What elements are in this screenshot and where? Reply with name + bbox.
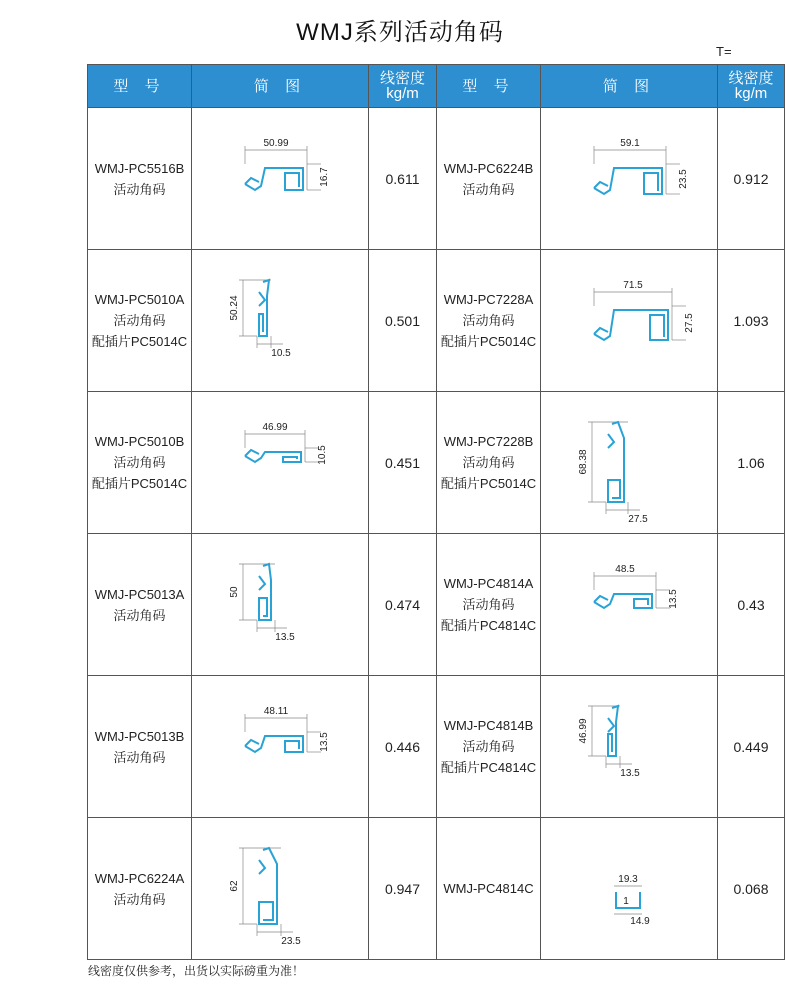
dimension-label: 10.5: [271, 347, 291, 359]
model-text-line: 配插片PC5014C: [91, 476, 188, 491]
drawing-cell: [541, 818, 718, 960]
profile-drawing: [544, 692, 714, 802]
dimension-label: 71.5: [623, 279, 643, 291]
table-row: [88, 534, 785, 676]
model-text-line: WMJ-PC5010A: [94, 292, 185, 307]
footnote: 线密度仅供参考，出货以实际磅重为准！: [88, 964, 305, 978]
dimension-label: 19.3: [618, 873, 638, 885]
dimension-label: 13.5: [620, 767, 640, 779]
thickness-mark: T=: [716, 44, 732, 59]
profile-drawing: [195, 408, 365, 518]
dimension-label: 23.5: [281, 935, 301, 947]
drawing-cell: [192, 818, 369, 960]
model-cell: [437, 818, 541, 960]
dimension-label: 16.7: [319, 166, 330, 187]
dimension-label: 50: [229, 585, 240, 598]
model-text-line: WMJ-PC5516B: [94, 160, 185, 176]
model-cell: [437, 392, 541, 534]
model-text-line: 活动角码: [462, 313, 515, 328]
table-row: [88, 818, 785, 960]
dimension-label: 27.5: [684, 312, 695, 333]
model-text-line: 活动角码: [113, 181, 166, 197]
table-row: [88, 108, 785, 250]
profile-drawing: [195, 834, 365, 947]
drawing-cell: [541, 534, 718, 676]
model-text-line: 配插片PC4814C: [440, 618, 537, 633]
drawing-cell: [192, 534, 369, 676]
model-text-line: WMJ-PC4814B: [443, 718, 534, 733]
profile-drawing: [544, 408, 714, 525]
profile-drawing: [544, 550, 714, 660]
profile-drawing: [544, 266, 714, 376]
model-text-line: 活动角码: [113, 455, 166, 470]
density-value: 0.611: [369, 108, 437, 250]
model-text-line: WMJ-PC7228A: [443, 292, 534, 307]
dimension-label: 27.5: [628, 513, 648, 525]
drawing-cell: [192, 108, 369, 250]
dimension-label: 13.5: [275, 631, 295, 643]
density-value: 0.446: [369, 676, 437, 818]
header-density: 线密度 kg/m: [369, 65, 437, 108]
model-text-line: 活动角码: [462, 181, 515, 197]
model-cell: [437, 250, 541, 392]
header-drawing: 简 图: [192, 65, 369, 108]
model-text-line: WMJ-PC6224B: [443, 160, 534, 176]
model-cell: [88, 250, 192, 392]
model-text-line: WMJ-PC6224A: [94, 870, 185, 886]
model-cell: [437, 534, 541, 676]
profile-drawing: [544, 124, 714, 234]
model-text-line: 活动角码: [113, 749, 166, 765]
density-value: 0.449: [718, 676, 785, 818]
dimension-label: 48.11: [263, 705, 289, 717]
model-text-line: 活动角码: [462, 455, 515, 470]
page-title: WMJ系列活动角码: [296, 19, 504, 46]
model-cell: [88, 818, 192, 960]
table-row: [88, 392, 785, 534]
profile-drawing: [195, 692, 365, 802]
model-text-line: 活动角码: [113, 313, 166, 328]
dimension-label: 13.5: [319, 731, 330, 752]
model-text-line: WMJ-PC5013B: [94, 728, 185, 744]
model-text-line: 配插片PC4814C: [440, 760, 537, 775]
drawing-cell: [192, 392, 369, 534]
dimension-label: 14.9: [630, 915, 650, 927]
table-row: [88, 676, 785, 818]
dimension-label: 68.38: [578, 448, 589, 475]
dimension-label: 62: [229, 879, 240, 892]
header-model: 型 号: [437, 65, 541, 108]
table-row: [88, 250, 785, 392]
profile-drawing: [195, 550, 365, 660]
model-cell: [88, 676, 192, 818]
model-text-line: 活动角码: [113, 607, 166, 623]
density-value: 0.451: [369, 392, 437, 534]
dimension-label: 46.99: [578, 717, 589, 744]
model-cell: [88, 108, 192, 250]
density-value: 0.912: [718, 108, 785, 250]
header-model: 型 号: [88, 65, 192, 108]
model-cell: [88, 392, 192, 534]
drawing-cell: [541, 392, 718, 534]
model-text-line: 配插片PC5014C: [440, 476, 537, 491]
drawing-cell: [541, 108, 718, 250]
model-cell: [88, 534, 192, 676]
dimension-label: 23.5: [678, 168, 689, 189]
header-drawing: 简 图: [541, 65, 718, 108]
model-text-line: 活动角码: [462, 597, 515, 612]
density-value: 1.093: [718, 250, 785, 392]
dimension-label: 48.5: [615, 563, 635, 575]
drawing-cell: [541, 676, 718, 818]
dimension-label: 59.1: [620, 137, 640, 149]
density-value: 0.947: [369, 818, 437, 960]
model-cell: [437, 108, 541, 250]
drawing-cell: [541, 250, 718, 392]
density-value: 0.474: [369, 534, 437, 676]
dimension-label: 50.24: [229, 294, 240, 321]
density-value: 0.43: [718, 534, 785, 676]
dimension-label: 13.5: [668, 588, 679, 609]
model-text-line: WMJ-PC4814A: [443, 576, 534, 591]
model-text-line: WMJ-PC7228B: [443, 434, 534, 449]
table-header-row: [88, 65, 785, 108]
density-value: 0.501: [369, 250, 437, 392]
drawing-cell: [192, 676, 369, 818]
dimension-label: 46.99: [262, 421, 288, 433]
drawing-cell: [192, 250, 369, 392]
profile-drawing: [195, 266, 365, 376]
density-value: 0.068: [718, 818, 785, 960]
model-text-line: WMJ-PC5010B: [94, 434, 185, 449]
header-density: 线密度 kg/m: [718, 65, 785, 108]
spec-table: [87, 64, 785, 960]
profile-drawing: [544, 834, 714, 944]
model-text-line: 活动角码: [113, 891, 166, 907]
model-text-line: WMJ-PC5013A: [94, 586, 185, 602]
profile-drawing: [195, 124, 365, 234]
dimension-label: 1: [623, 895, 629, 907]
model-cell: [437, 676, 541, 818]
model-text-line: 活动角码: [462, 739, 515, 754]
model-text-line: WMJ-PC4814C: [443, 881, 534, 896]
dimension-label: 10.5: [317, 444, 328, 465]
model-text-line: 配插片PC5014C: [91, 334, 188, 349]
dimension-label: 50.99: [263, 137, 289, 149]
density-value: 1.06: [718, 392, 785, 534]
model-text-line: 配插片PC5014C: [440, 334, 537, 349]
